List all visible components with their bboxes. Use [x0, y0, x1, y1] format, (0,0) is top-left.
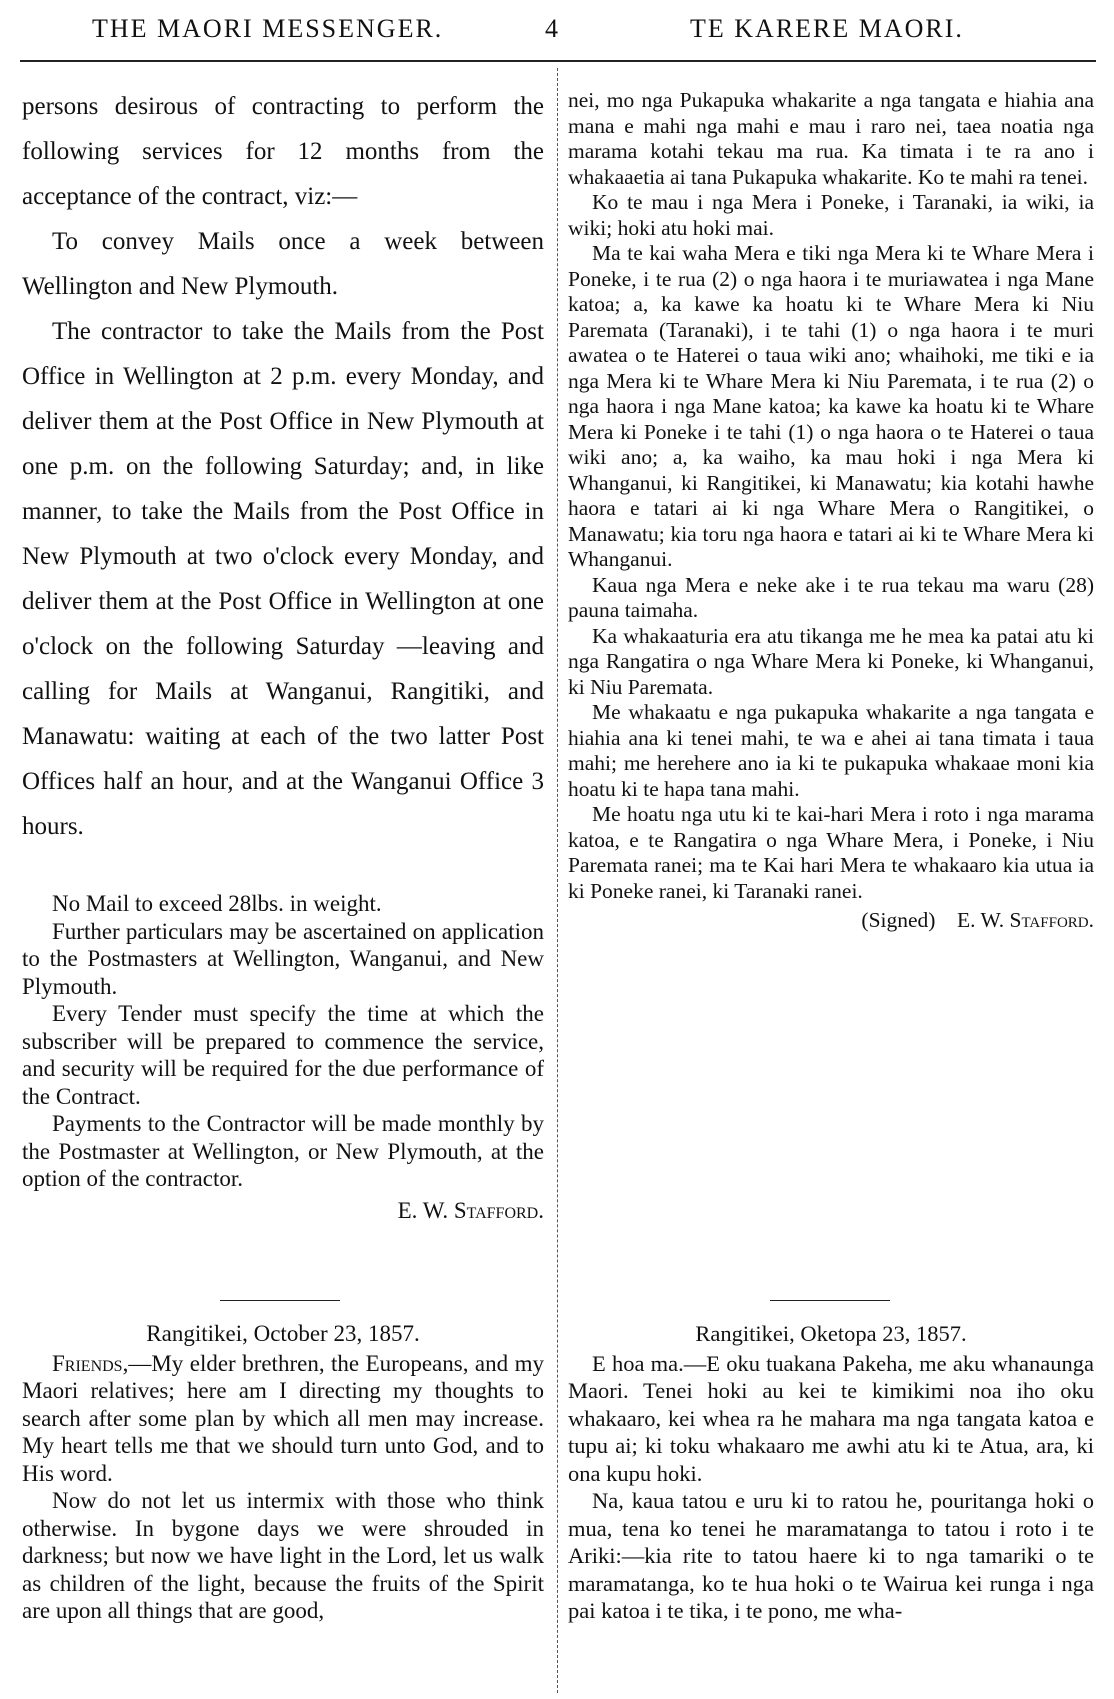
paragraph: E hoa ma.—E oku tuakana Pakeha, me aku whanaunga Maori. Tenei hoki au kei te kimikimi noa iho oku whakaaro, kei whea ra he mahara ma nga tangata katoa e tupu ai; ki toku whakaaro me awhi atu ki te Atua, ara, ki ona kupu hoki.: [568, 1350, 1094, 1486]
paragraph: Kaua nga Mera e neke ake i te rua tekau ma waru (28) pauna taimaha.: [568, 572, 1094, 622]
paragraph: Me whakaatu e nga pukapuka whakarite a nga tangata e hiahia ana ki tenei mahi, te wa e ahei ai tana timata i taua mahi; me herehere ano ia ki te pukapuka whakaae moni kia hoatu ki te hapa tana mahi.: [568, 700, 1094, 801]
section-rule: [770, 1300, 890, 1301]
page-number: 4: [545, 14, 560, 43]
salutation: Friends,: [52, 1350, 129, 1376]
paragraph: Ka whakaaturia era atu tikanga me he mea ka patai atu ki nga Rangatira o nga Whare Mera ki Poneke, ki Whanganui, ki Niu Paremata.: [568, 623, 1094, 699]
paragraph: Now do not let us intermix with those who think otherwise. In bygone days we were shrouded in darkness; but now we have light in the Lord, let us walk as children of the light, because the fruits of the Spirit are upon all things that are good,: [22, 1488, 544, 1623]
paragraph: No Mail to exceed 28lbs. in weight.: [52, 891, 382, 916]
paragraph: Na, kaua tatou e uru ki to ratou he, pouritanga hoki o mua, tena ko tenei he maramatanga to tatou i roto i te Ariki:—kia rite to tatou haere ki to nga tamariki o te maramatanga, ko te hua hoki o te Wairua kei runga i nga pai katoa i te tika, i te pono, me wha-: [568, 1488, 1094, 1623]
page-header: [0, 0, 1114, 62]
english-notice: [22, 84, 544, 849]
maori-letter: [568, 1320, 1094, 1625]
english-signature: E. W. Stafford.: [397, 1197, 544, 1223]
maori-signature: (Signed) E. W. Stafford.: [861, 908, 1094, 932]
header-rule: [20, 60, 1096, 62]
paragraph: To convey Mails once a week between Wellington and New Plymouth.: [22, 228, 544, 300]
paragraph: Friends,—My elder brethren, the Europeans, and my Maori relatives; here am I directing my thoughts to search after some plan by which all men may increase. My heart tells me that we should turn unto God, and to His word.: [22, 1350, 544, 1486]
paragraph: Ma te kai waha Mera e tiki nga Mera ki te Whare Mera i Poneke, i te rua (2) o nga haora i te muriawatea i nga Mane katoa; a, ka kawe ka hoatu ki te Whare Mera ki Niu Paremata (Taranaki), i te tahi (1) o nga haora i te muri awatea o te Haterei o taua wiki ano; whaihoki, me tiki e ia nga Mera ki te Whare Mera ki Niu Paremata, i te rua (2) o nga haora i nga Mane katoa; ka kawe ka hoatu ki te Whare Mera ki Poneke i te tahi (1) o nga haora o te Haterei o taua wiki ano; a, ka waiho, ka mau hoki i nga Mera ki Whanganui, ki Rangitikei, ki Manawatu; kia kotahi hawhe haora e tatari ai ki nga Whare Mera o Rangitikei, o Manawatu; kia toru nga haora e tatari ai ki te Whare Mera ki Whanganui.: [568, 241, 1094, 571]
maori-notice: [568, 88, 1094, 934]
paragraph: persons desirous of contracting to perform the following services for 12 months from the acceptance of the contract, viz:—: [22, 93, 544, 210]
column-divider: [557, 68, 558, 1693]
english-notice-details: [22, 890, 544, 1224]
paragraph: The contractor to take the Mails from the Post Office in Wellington at 2 p.m. every Monday, and deliver them at the Post Office in New Plymouth at one p.m. on the following Saturday; and, in like manner, to take the Mails from the Post Office in New Plymouth at two o'clock every Monday, and deliver them at the Post Office in Wellington at one o'clock on the following Saturday —leaving and calling for Mails at Wanganui, Rangitiki, and Manawatu: waiting at each of the two latter Post Offices half an hour, and at the Wanganui Office 3 hours.: [22, 318, 544, 840]
header-english-title: THE MAORI MESSENGER.: [92, 14, 444, 43]
paragraph: nei, mo nga Pukapuka whakarite a nga tangata e hiahia ana mana e mahi nga mahi e mau i raro nei, taea noatia nga marama kotahi tekau ma rua. Ka timata i te ra ano i whakaaetia ai tana Pukapuka whakarite. Ko te mahi ra tenei.: [568, 88, 1094, 189]
paragraph: Ko te mau i nga Mera i Poneke, i Taranaki, ia wiki, ia wiki; hoki atu hoki mai.: [568, 190, 1094, 240]
maori-letter-dateline: Rangitikei, Oketopa 23, 1857.: [695, 1321, 967, 1346]
paragraph: Further particulars may be ascertained on application to the Postmasters at Wellington, Wanganui, and New Plymouth.: [22, 918, 544, 999]
paragraph: Every Tender must specify the time at which the subscriber will be prepared to commence the service, and security will be required for the due performance of the Contract.: [22, 1001, 544, 1109]
section-rule: [220, 1300, 340, 1301]
english-letter-dateline: Rangitikei, October 23, 1857.: [146, 1321, 420, 1346]
paragraph: Me hoatu nga utu ki te kai-hari Mera i roto i nga marama katoa, e te Rangatira o nga Whare Mera, i Poneke, i Niu Paremata ranei; ma te Kai hari Mera te whakaaro kia utua ia ki Poneke ranei, ki Taranaki ranei.: [568, 802, 1094, 903]
english-letter: [22, 1320, 544, 1625]
header-maori-title: TE KARERE MAORI.: [690, 14, 964, 43]
paragraph: Payments to the Contractor will be made monthly by the Postmaster at Wellington, or New Plymouth, at the option of the contractor.: [22, 1111, 544, 1191]
